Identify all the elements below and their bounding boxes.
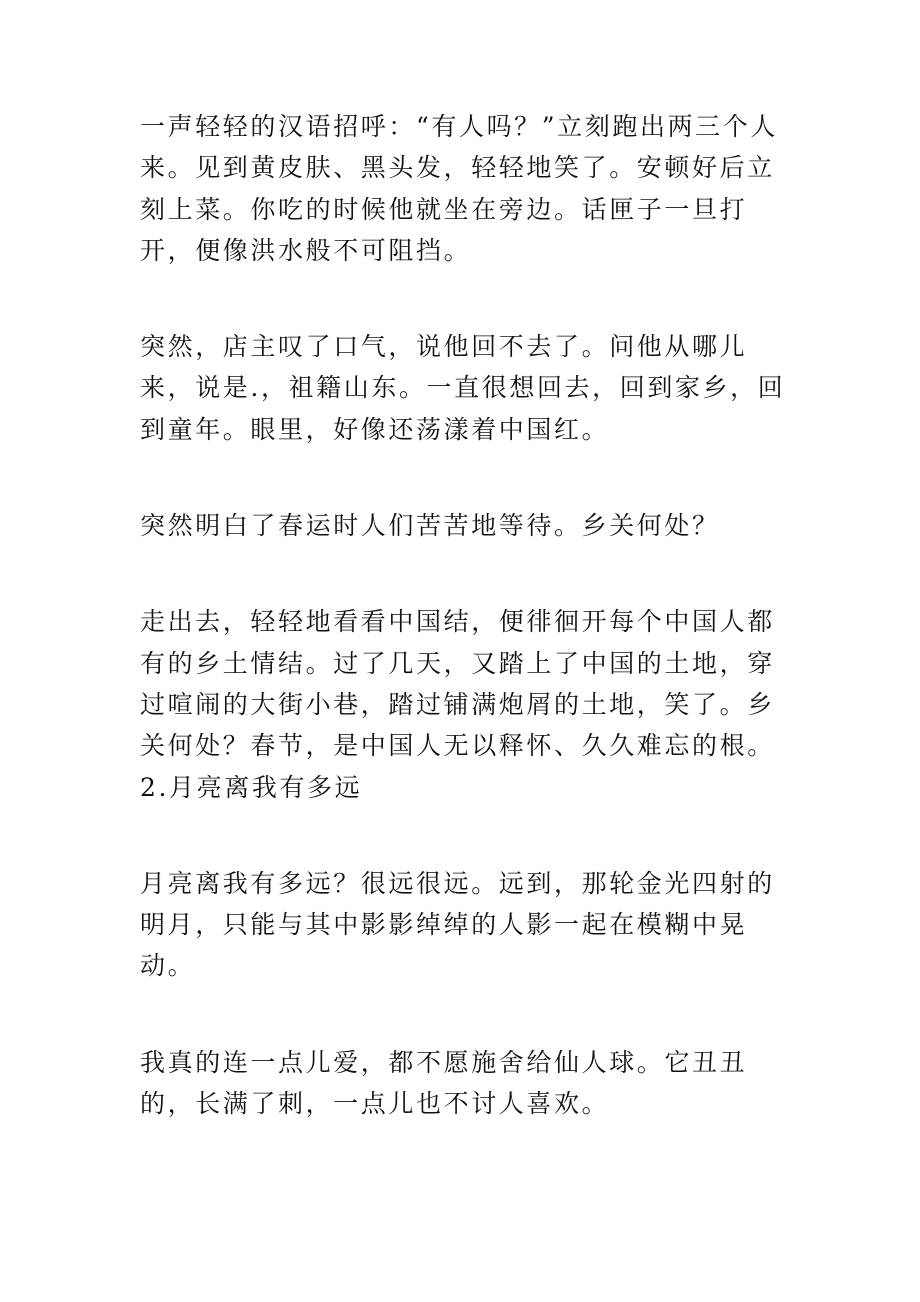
paragraph-4: 走出去，轻轻地看看中国结，便徘徊开每个中国人都有的乡土情结。过了几天，又踏上了中国的土地，穿过喧闹的大街小巷，踏过铺满炮屑的土地，笑了。乡关何处？春节，是中国人无以释怀、久久难忘的根。 2.月亮离我有多远 bbox=[140, 607, 775, 802]
paragraph-2: 突然，店主叹了口气，说他回不去了。问他从哪儿来，说是.，祖籍山东。一直很想回去，回到家乡，回到童年。眼里，好像还荡漾着中国红。 bbox=[140, 332, 786, 444]
document-body bbox=[140, 106, 800, 1179]
paragraph-6: 我真的连一点儿爱，都不愿施舍给仙人球。它丑丑的，长满了刺，一点儿也不讨人喜欢。 bbox=[140, 1047, 748, 1119]
paragraph-3: 突然明白了春运时人们苦苦地等待。乡关何处？ bbox=[140, 511, 720, 541]
paragraph-5: 月亮离我有多远？很远很远。远到，那轮金光四射的明月，只能与其中影影绰绰的人影一起在模糊中晃动。 bbox=[140, 868, 775, 981]
paragraph-1: 一声轻轻的汉语招呼：“有人吗？”立刻跑出两三个人来。见到黄皮肤、黑头发，轻轻地笑了。安顿好后立刻上菜。你吃的时候他就坐在旁边。话匣子一旦打开，便像洪水般不可阻挡。 bbox=[140, 112, 778, 265]
